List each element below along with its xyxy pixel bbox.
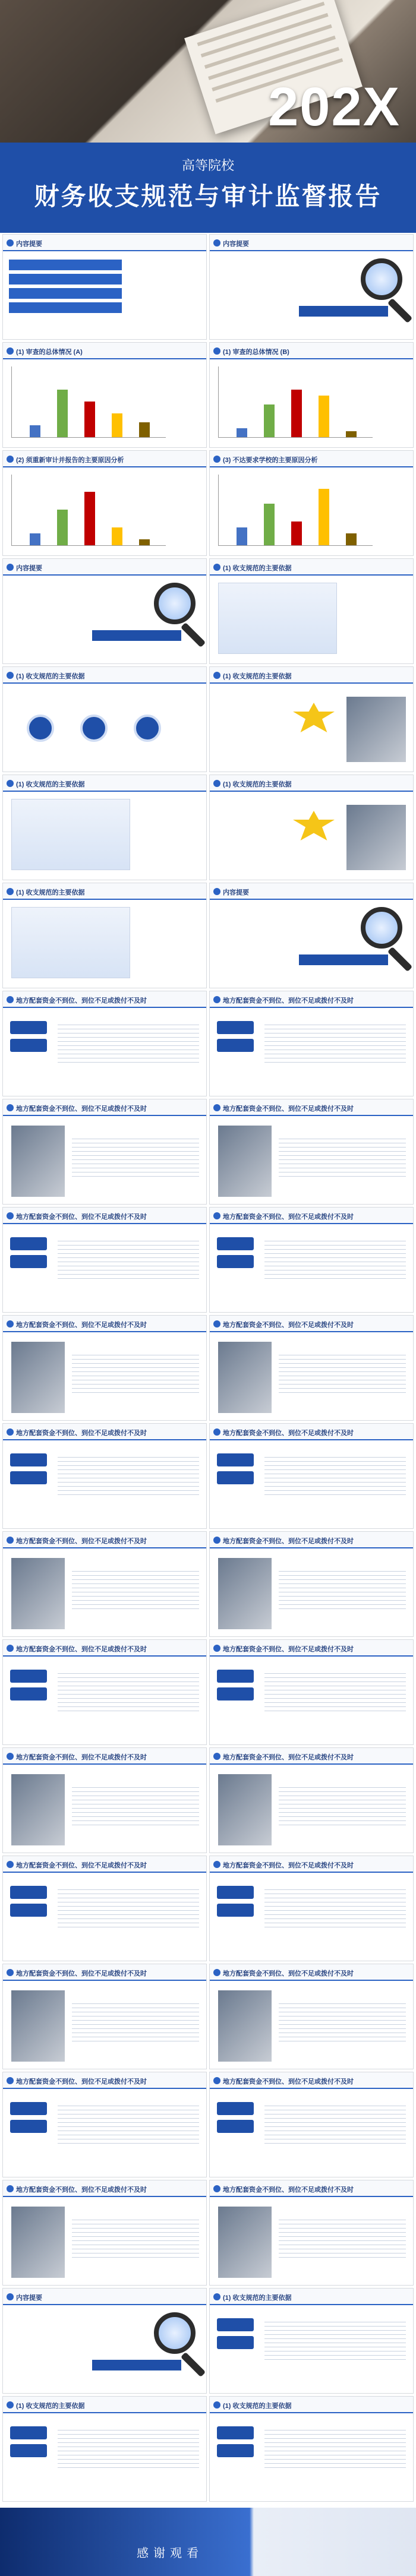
- slide-header: [3, 451, 206, 467]
- slide-photo: [218, 1774, 272, 1845]
- end-slide: [0, 2508, 416, 2576]
- slide-title: 地方配套资金不到位、到位不足或拨付不及时: [223, 1430, 354, 1437]
- slide-title: 地方配套资金不到位、到位不足或拨付不及时: [16, 1862, 147, 1869]
- end-text: 感谢观看: [137, 2547, 203, 2560]
- slide-photo: [11, 1774, 65, 1845]
- slide-header: [3, 775, 206, 792]
- slide-thumbnail[interactable]: [2, 1639, 207, 1745]
- circle-badge: [27, 715, 54, 742]
- slide-title: 地方配套资金不到位、到位不足或拨付不及时: [16, 2078, 147, 2085]
- chart-bar: [237, 527, 247, 545]
- slide-header: [210, 991, 413, 1008]
- slide-header: [210, 235, 413, 251]
- text-lines: [264, 2102, 406, 2144]
- slide-header: [210, 1099, 413, 1116]
- text-lines: [264, 1237, 406, 1279]
- slide-thumbnail[interactable]: [209, 1639, 414, 1745]
- text-lines: [58, 1237, 199, 1279]
- slide-thumbnail[interactable]: [209, 2180, 414, 2286]
- text-lines: [72, 1135, 199, 1177]
- header-bullet-icon: [7, 1212, 14, 1219]
- slide-thumbnail[interactable]: [209, 883, 414, 988]
- slide-thumbnail[interactable]: [209, 1856, 414, 1961]
- side-label-button: [217, 1670, 254, 1683]
- slide-header: [3, 2397, 206, 2413]
- chart-bar: [112, 527, 122, 545]
- header-bullet-icon: [213, 1969, 220, 1976]
- slide-thumbnail[interactable]: [2, 1856, 207, 1961]
- header-bullet-icon: [7, 1969, 14, 1976]
- slide-thumbnail[interactable]: [2, 1531, 207, 1637]
- chart-bar: [139, 422, 150, 437]
- slide-header: [3, 1208, 206, 1224]
- slide-thumbnail[interactable]: [2, 1964, 207, 2069]
- chart-bar: [319, 489, 329, 545]
- slide-header: [3, 235, 206, 251]
- bar-chart: [218, 475, 373, 546]
- side-label-button: [10, 1237, 47, 1250]
- slide-header: [3, 1099, 206, 1116]
- side-label-button: [217, 2426, 254, 2439]
- chart-bar: [57, 390, 68, 437]
- magnifier-icon: [361, 907, 402, 949]
- slide-title: 地方配套资金不到位、到位不足或拨付不及时: [223, 1538, 354, 1545]
- chart-bar: [139, 539, 150, 545]
- chart-bar: [319, 396, 329, 437]
- header-bullet-icon: [7, 1104, 14, 1111]
- slide-title: 地方配套资金不到位、到位不足或拨付不及时: [223, 1213, 354, 1221]
- text-lines: [72, 1351, 199, 1393]
- slide-thumbnail[interactable]: [2, 2072, 207, 2177]
- text-lines: [279, 2216, 406, 2258]
- slide-thumbnail[interactable]: [209, 666, 414, 772]
- slide-thumbnail[interactable]: [2, 883, 207, 988]
- side-label-button: [217, 1255, 254, 1268]
- slide-header: [210, 1964, 413, 1981]
- slide-header: [3, 1964, 206, 1981]
- slide-header: [210, 559, 413, 576]
- slide-thumbnail[interactable]: [2, 2288, 207, 2394]
- slide-photo: [11, 1558, 65, 1629]
- slide-thumbnail[interactable]: [209, 1207, 414, 1313]
- slide-thumbnail[interactable]: [2, 1423, 207, 1529]
- side-label-button: [10, 1471, 47, 1484]
- magnifier-icon: [154, 583, 196, 624]
- side-label-button: [217, 1886, 254, 1899]
- header-bullet-icon: [213, 2293, 220, 2300]
- cover-year: 202X: [268, 77, 401, 137]
- slide-title: (3) 不达要求学校的主要原因分析: [223, 457, 318, 464]
- slide-photo: [11, 1342, 65, 1413]
- header-bullet-icon: [213, 672, 220, 679]
- text-lines: [279, 2000, 406, 2041]
- side-label-button: [10, 2426, 47, 2439]
- slide-title: 地方配套资金不到位、到位不足或拨付不及时: [223, 2186, 354, 2193]
- side-label-button: [10, 2444, 47, 2457]
- header-bullet-icon: [213, 1428, 220, 1436]
- text-lines: [58, 1021, 199, 1063]
- text-lines: [279, 1135, 406, 1177]
- header-bullet-icon: [7, 1320, 14, 1327]
- text-lines: [279, 1351, 406, 1393]
- header-bullet-icon: [213, 456, 220, 463]
- slide-header: [210, 1208, 413, 1224]
- header-bullet-icon: [213, 1537, 220, 1544]
- chart-bar: [112, 413, 122, 437]
- side-label-button: [10, 1687, 47, 1701]
- slide-title: (1) 审查的总体情况 (A): [16, 349, 83, 356]
- header-bullet-icon: [213, 780, 220, 787]
- slide-thumbnail[interactable]: [2, 558, 207, 664]
- slide-photo: [218, 2207, 272, 2278]
- side-label-button: [217, 2318, 254, 2331]
- text-lines: [264, 1453, 406, 1495]
- side-label-button: [10, 1255, 47, 1268]
- chart-bar: [264, 504, 275, 545]
- header-bullet-icon: [7, 564, 14, 571]
- slide-header: [3, 1316, 206, 1332]
- slide-header: [210, 451, 413, 467]
- slide-title: 地方配套资金不到位、到位不足或拨付不及时: [16, 997, 147, 1004]
- slide-thumbnail[interactable]: [209, 991, 414, 1096]
- section-label: [92, 2360, 181, 2370]
- text-lines: [72, 1567, 199, 1609]
- slide-photo: [346, 697, 406, 762]
- slide-thumbnail[interactable]: [2, 1207, 207, 1313]
- side-label-button: [217, 2102, 254, 2115]
- slide-title: (1) 收支规范的主要依据: [223, 2294, 292, 2302]
- slide-thumbnail[interactable]: [209, 1747, 414, 1853]
- slide-thumbnail[interactable]: [209, 775, 414, 880]
- toc-item[interactable]: [9, 288, 122, 299]
- side-label-button: [217, 2444, 254, 2457]
- header-bullet-icon: [213, 239, 220, 246]
- side-label-button: [10, 1021, 47, 1034]
- slide-header: [3, 1424, 206, 1440]
- slide-thumbnail-grid: [0, 233, 416, 2508]
- slide-photo: [218, 1558, 272, 1629]
- starburst-icon: [293, 811, 335, 840]
- text-lines: [58, 1453, 199, 1495]
- slide-thumbnail[interactable]: [2, 666, 207, 772]
- slide-title: (1) 收支规范的主要依据: [223, 565, 292, 572]
- content-panel: [218, 583, 337, 654]
- header-bullet-icon: [7, 996, 14, 1003]
- slide-thumbnail[interactable]: [2, 2396, 207, 2502]
- slide-title: 地方配套资金不到位、到位不足或拨付不及时: [223, 1105, 354, 1112]
- header-bullet-icon: [7, 672, 14, 679]
- slide-thumbnail[interactable]: [209, 2396, 414, 2502]
- slide-title: 地方配套资金不到位、到位不足或拨付不及时: [223, 1322, 354, 1329]
- header-bullet-icon: [213, 1104, 220, 1111]
- slide-title: 地方配套资金不到位、到位不足或拨付不及时: [16, 1322, 147, 1329]
- slide-title: 地方配套资金不到位、到位不足或拨付不及时: [16, 1430, 147, 1437]
- toc-item[interactable]: [9, 274, 122, 285]
- slide-title: 地方配套资金不到位、到位不足或拨付不及时: [223, 2078, 354, 2085]
- slide-title: 地方配套资金不到位、到位不足或拨付不及时: [16, 1213, 147, 1221]
- slide-header: [210, 1856, 413, 1873]
- chart-bar: [57, 510, 68, 545]
- side-label-button: [10, 1670, 47, 1683]
- slide-header: [210, 775, 413, 792]
- slide-header: [3, 883, 206, 900]
- slide-header: [3, 559, 206, 576]
- slide-header: [210, 1640, 413, 1657]
- cover-slide: [0, 0, 416, 233]
- side-label-button: [10, 2102, 47, 2115]
- header-bullet-icon: [7, 347, 14, 355]
- slide-thumbnail[interactable]: [2, 2180, 207, 2286]
- bar-chart: [11, 366, 166, 438]
- slide-photo: [346, 805, 406, 870]
- cover-title: 财务收支规范与审计监督报告: [34, 182, 382, 210]
- slide-header: [210, 1532, 413, 1548]
- slide-header: [210, 667, 413, 684]
- header-bullet-icon: [7, 2077, 14, 2084]
- slide-title: 内容提要: [16, 565, 42, 572]
- slide-thumbnail[interactable]: [2, 450, 207, 556]
- slide-thumbnail[interactable]: [2, 991, 207, 1096]
- slide-title: 地方配套资金不到位、到位不足或拨付不及时: [16, 1754, 147, 1761]
- slide-title: (1) 收支规范的主要依据: [16, 889, 85, 896]
- header-bullet-icon: [213, 1212, 220, 1219]
- slide-header: [3, 1748, 206, 1765]
- chart-bar: [264, 404, 275, 437]
- bar-chart: [218, 366, 373, 438]
- text-lines: [264, 1670, 406, 1711]
- slide-header: [3, 667, 206, 684]
- content-panel: [11, 799, 130, 870]
- slide-title: (1) 收支规范的主要依据: [223, 2403, 292, 2410]
- chart-bar: [237, 428, 247, 437]
- slide-header: [3, 2180, 206, 2197]
- header-bullet-icon: [7, 2401, 14, 2409]
- header-bullet-icon: [213, 347, 220, 355]
- slide-title: 地方配套资金不到位、到位不足或拨付不及时: [16, 2186, 147, 2193]
- text-lines: [72, 1784, 199, 1825]
- circle-badge: [134, 715, 161, 742]
- slide-thumbnail[interactable]: [209, 1423, 414, 1529]
- header-bullet-icon: [7, 239, 14, 246]
- slide-title: 内容提要: [223, 889, 249, 896]
- header-bullet-icon: [213, 888, 220, 895]
- side-label-button: [217, 2120, 254, 2133]
- magnifier-icon: [361, 258, 402, 300]
- text-lines: [58, 2426, 199, 2468]
- slide-title: 地方配套资金不到位、到位不足或拨付不及时: [16, 1970, 147, 1977]
- header-bullet-icon: [7, 2293, 14, 2300]
- header-bullet-icon: [213, 1861, 220, 1868]
- slide-header: [210, 2072, 413, 2089]
- header-bullet-icon: [213, 2185, 220, 2192]
- slide-photo: [11, 2207, 65, 2278]
- side-label-button: [217, 1021, 254, 1034]
- slide-header: [210, 1316, 413, 1332]
- text-lines: [264, 2318, 406, 2360]
- slide-title: (1) 收支规范的主要依据: [223, 781, 292, 788]
- section-label: [299, 954, 388, 965]
- side-label-button: [217, 1471, 254, 1484]
- text-lines: [58, 1886, 199, 1927]
- slide-header: [210, 1424, 413, 1440]
- text-lines: [264, 1886, 406, 1927]
- side-label-button: [10, 1039, 47, 1052]
- side-label-button: [217, 2336, 254, 2349]
- side-label-button: [217, 1453, 254, 1466]
- header-bullet-icon: [7, 1428, 14, 1436]
- slide-header: [210, 343, 413, 359]
- header-bullet-icon: [7, 888, 14, 895]
- slide-thumbnail[interactable]: [209, 1531, 414, 1637]
- header-bullet-icon: [213, 996, 220, 1003]
- text-lines: [72, 2000, 199, 2041]
- text-lines: [264, 1021, 406, 1063]
- cover-school: 高等院校: [181, 158, 234, 173]
- section-label: [92, 630, 181, 641]
- header-bullet-icon: [7, 1861, 14, 1868]
- header-bullet-icon: [7, 1537, 14, 1544]
- toc-item[interactable]: [9, 302, 122, 313]
- header-bullet-icon: [213, 1645, 220, 1652]
- slide-thumbnail[interactable]: [209, 234, 414, 340]
- slide-thumbnail[interactable]: [209, 2072, 414, 2177]
- chart-bar: [30, 533, 40, 545]
- slide-title: (1) 收支规范的主要依据: [16, 673, 85, 680]
- slide-photo: [218, 1990, 272, 2062]
- slide-title: 地方配套资金不到位、到位不足或拨付不及时: [223, 997, 354, 1004]
- side-label-button: [10, 1453, 47, 1466]
- side-label-button: [217, 1687, 254, 1701]
- header-bullet-icon: [213, 1753, 220, 1760]
- slide-photo: [218, 1342, 272, 1413]
- slide-header: [3, 2072, 206, 2089]
- text-lines: [58, 2102, 199, 2144]
- slide-thumbnail[interactable]: [209, 450, 414, 556]
- slide-title: 内容提要: [223, 241, 249, 248]
- header-bullet-icon: [7, 456, 14, 463]
- header-bullet-icon: [7, 1645, 14, 1652]
- slide-photo: [11, 1126, 65, 1197]
- slide-thumbnail[interactable]: [209, 342, 414, 448]
- slide-title: 地方配套资金不到位、到位不足或拨付不及时: [223, 1970, 354, 1977]
- starburst-icon: [293, 703, 335, 732]
- slide-thumbnail[interactable]: [2, 775, 207, 880]
- slide-photo: [11, 1990, 65, 2062]
- slide-header: [3, 2289, 206, 2305]
- slide-title: 地方配套资金不到位、到位不足或拨付不及时: [223, 1862, 354, 1869]
- slide-header: [3, 1532, 206, 1548]
- chart-bar: [84, 492, 95, 545]
- header-bullet-icon: [213, 2401, 220, 2409]
- circle-badge: [80, 715, 108, 742]
- slide-thumbnail[interactable]: [2, 1099, 207, 1205]
- slide-header: [210, 2180, 413, 2197]
- slide-thumbnail[interactable]: [2, 234, 207, 340]
- slide-title: 内容提要: [16, 2294, 42, 2302]
- chart-bar: [84, 402, 95, 437]
- toc-item[interactable]: [9, 260, 122, 270]
- header-bullet-icon: [213, 564, 220, 571]
- slide-thumbnail[interactable]: [209, 2288, 414, 2394]
- slide-header: [210, 883, 413, 900]
- slide-title: (1) 收支规范的主要依据: [223, 673, 292, 680]
- content-panel: [11, 907, 130, 978]
- text-lines: [279, 1784, 406, 1825]
- slide-header: [210, 2397, 413, 2413]
- chart-bar: [291, 521, 302, 545]
- text-lines: [72, 2216, 199, 2258]
- side-label-button: [217, 1237, 254, 1250]
- slide-title: 地方配套资金不到位、到位不足或拨付不及时: [16, 1538, 147, 1545]
- slide-header: [3, 1856, 206, 1873]
- header-bullet-icon: [7, 1753, 14, 1760]
- slide-title: 地方配套资金不到位、到位不足或拨付不及时: [223, 1754, 354, 1761]
- slide-header: [3, 1640, 206, 1657]
- slide-thumbnail[interactable]: [2, 342, 207, 448]
- slide-header: [3, 343, 206, 359]
- header-bullet-icon: [213, 1320, 220, 1327]
- slide-thumbnail[interactable]: [2, 1747, 207, 1853]
- slide-title: 地方配套资金不到位、到位不足或拨付不及时: [223, 1646, 354, 1653]
- text-lines: [58, 1670, 199, 1711]
- side-label-button: [217, 1904, 254, 1917]
- slide-thumbnail[interactable]: [209, 1315, 414, 1421]
- side-label-button: [217, 1039, 254, 1052]
- chart-bar: [346, 431, 357, 437]
- slide-header: [210, 1748, 413, 1765]
- chart-bar: [346, 533, 357, 545]
- side-label-button: [10, 1904, 47, 1917]
- slide-thumbnail[interactable]: [209, 558, 414, 664]
- side-label-button: [10, 1886, 47, 1899]
- bar-chart: [11, 475, 166, 546]
- slide-header: [3, 991, 206, 1008]
- chart-bar: [291, 390, 302, 437]
- slide-thumbnail[interactable]: [209, 1964, 414, 2069]
- slide-thumbnail[interactable]: [209, 1099, 414, 1205]
- chart-bar: [30, 425, 40, 437]
- section-label: [299, 306, 388, 317]
- magnifier-icon: [154, 2312, 196, 2354]
- header-bullet-icon: [7, 2185, 14, 2192]
- text-lines: [264, 2426, 406, 2468]
- text-lines: [279, 1567, 406, 1609]
- slide-title: 地方配套资金不到位、到位不足或拨付不及时: [16, 1105, 147, 1112]
- header-bullet-icon: [213, 2077, 220, 2084]
- slide-title: (1) 审查的总体情况 (B): [223, 349, 289, 356]
- slide-photo: [218, 1126, 272, 1197]
- slide-thumbnail[interactable]: [2, 1315, 207, 1421]
- slide-title: 内容提要: [16, 241, 42, 248]
- slide-title: 地方配套资金不到位、到位不足或拨付不及时: [16, 1646, 147, 1653]
- side-label-button: [10, 2120, 47, 2133]
- slide-title: (1) 收支规范的主要依据: [16, 2403, 85, 2410]
- slide-title: (2) 须重新审计并报告的主要原因分析: [16, 457, 124, 464]
- slide-title: (1) 收支规范的主要依据: [16, 781, 85, 788]
- header-bullet-icon: [7, 780, 14, 787]
- slide-header: [210, 2289, 413, 2305]
